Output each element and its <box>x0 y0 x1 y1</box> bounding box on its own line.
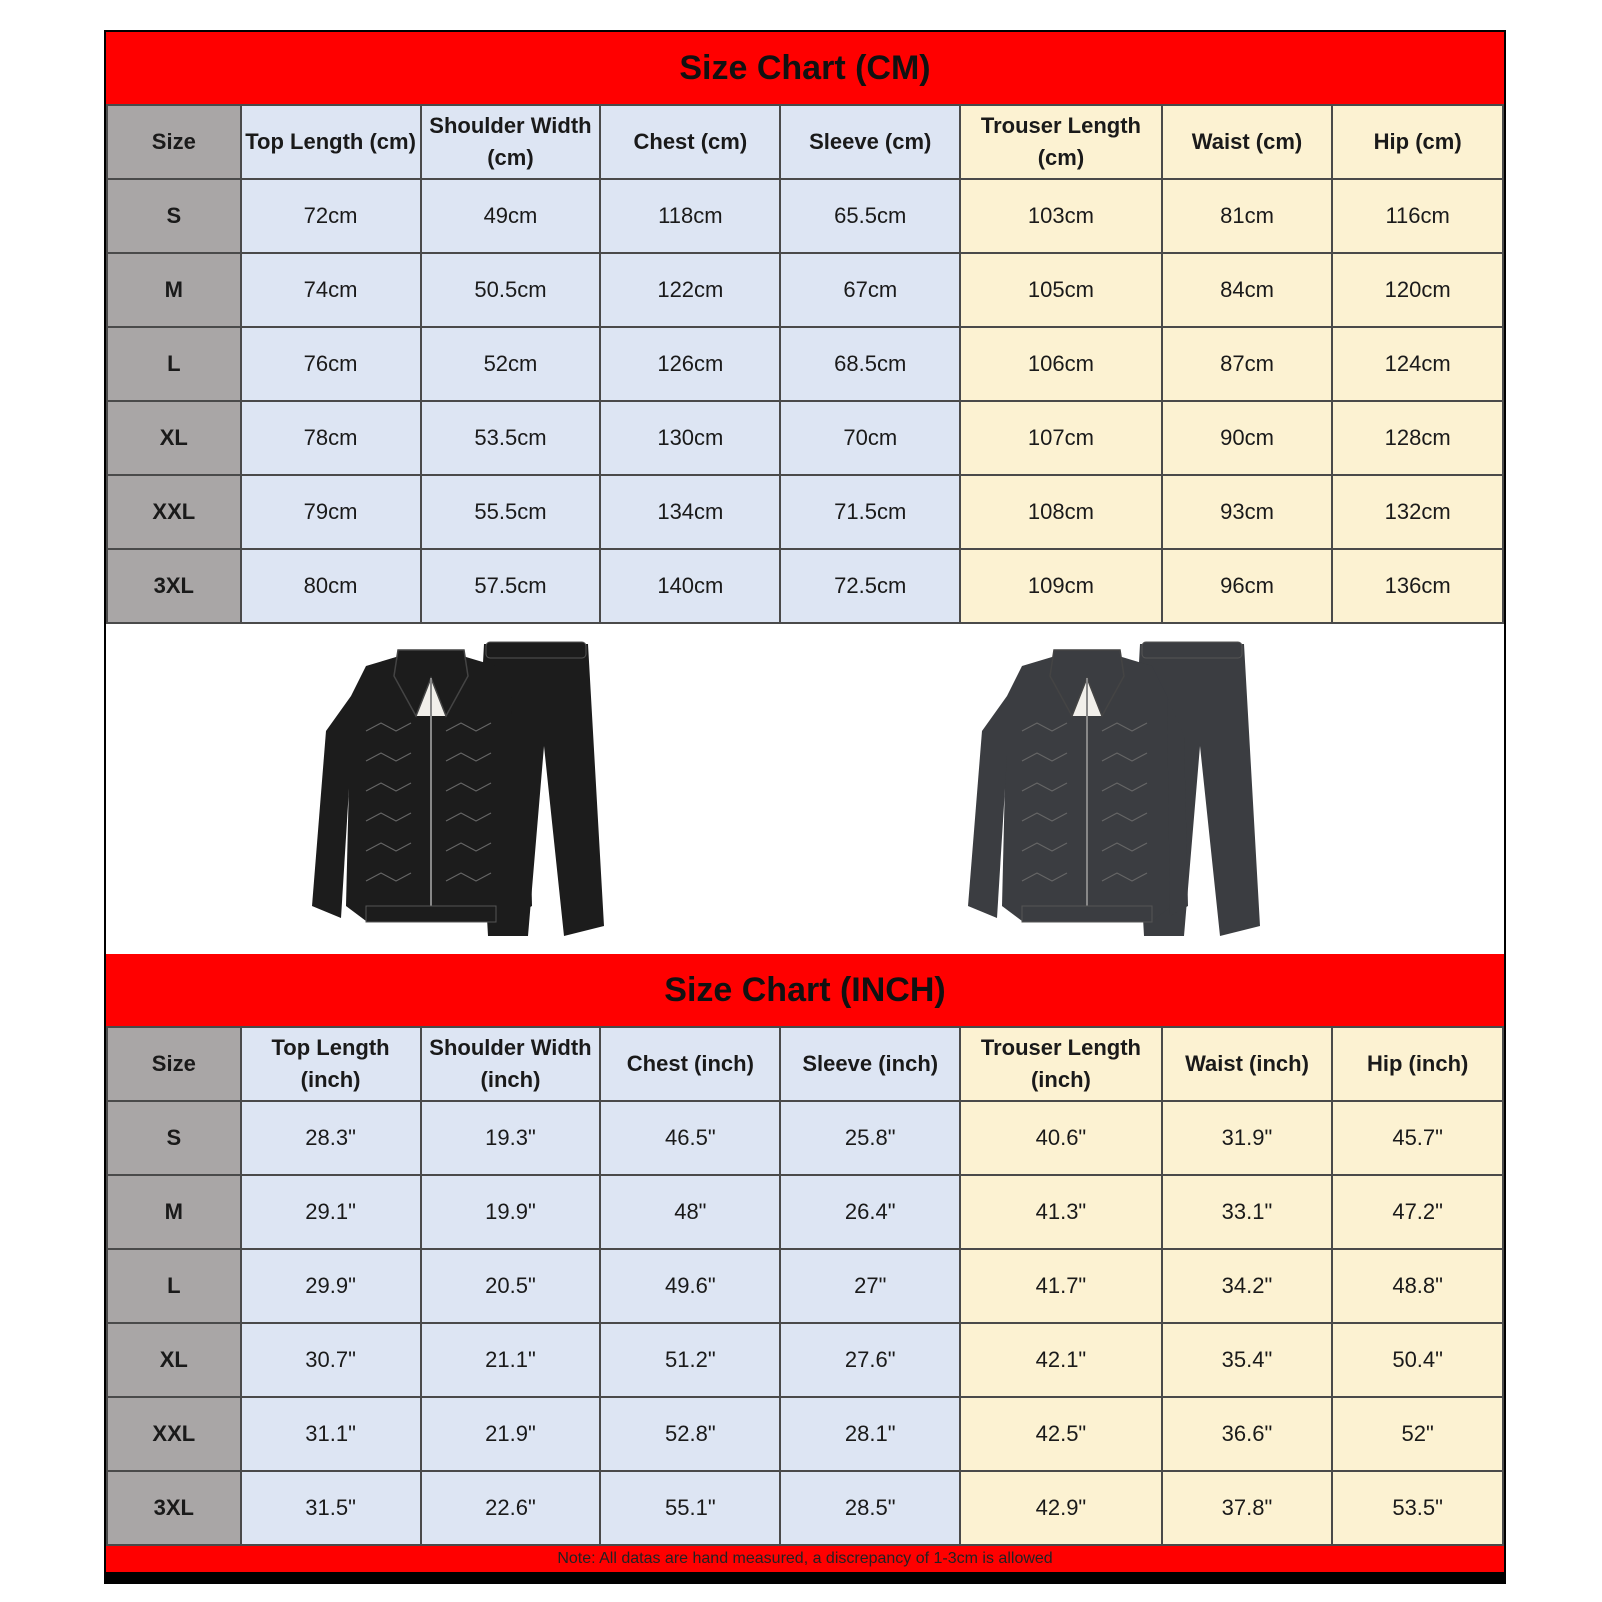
table-row <box>107 475 1503 549</box>
table-cell: 48.8" <box>1332 1249 1503 1323</box>
table-row <box>107 1471 1503 1545</box>
table-cell: 68.5cm <box>780 327 960 401</box>
table-cell: 50.4" <box>1332 1323 1503 1397</box>
column-header: Hip (inch) <box>1332 1027 1503 1101</box>
table-cell: 65.5cm <box>780 179 960 253</box>
table-cell: 49.6" <box>600 1249 780 1323</box>
table-cell: 41.3" <box>960 1175 1161 1249</box>
table-cell: 90cm <box>1162 401 1333 475</box>
table-cell: 55.5cm <box>421 475 601 549</box>
cm-title: Size Chart (CM) <box>106 32 1504 104</box>
column-header: Top Length (cm) <box>241 105 421 179</box>
pants-waistband <box>1142 642 1242 658</box>
table-cell: 35.4" <box>1162 1323 1333 1397</box>
table-cell: 49cm <box>421 179 601 253</box>
jacket-left-sleeve <box>312 696 351 918</box>
table-cell: 37.8" <box>1162 1471 1333 1545</box>
table-cell: 105cm <box>960 253 1161 327</box>
table-cell: 31.1" <box>241 1397 421 1471</box>
header-row <box>107 105 1503 179</box>
size-label: S <box>107 179 241 253</box>
table-row <box>107 1175 1503 1249</box>
column-header: Top Length (inch) <box>241 1027 421 1101</box>
table-cell: 45.7" <box>1332 1101 1503 1175</box>
table-cell: 52" <box>1332 1397 1503 1471</box>
table-cell: 103cm <box>960 179 1161 253</box>
table-cell: 21.9" <box>421 1397 601 1471</box>
table-cell: 107cm <box>960 401 1161 475</box>
column-header: Trouser Length (inch) <box>960 1027 1161 1101</box>
gray-outfit-image <box>962 636 1262 946</box>
table-cell: 19.9" <box>421 1175 601 1249</box>
table-row <box>107 327 1503 401</box>
size-label: XL <box>107 401 241 475</box>
table-row <box>107 1101 1503 1175</box>
size-label: XXL <box>107 475 241 549</box>
table-cell: 31.9" <box>1162 1101 1333 1175</box>
table-cell: 34.2" <box>1162 1249 1333 1323</box>
table-cell: 120cm <box>1332 253 1503 327</box>
table-row <box>107 401 1503 475</box>
table-row <box>107 1249 1503 1323</box>
size-label: XL <box>107 1323 241 1397</box>
column-header: Shoulder Width (cm) <box>421 105 601 179</box>
table-cell: 31.5" <box>241 1471 421 1545</box>
column-header: Chest (inch) <box>600 1027 780 1101</box>
table-cell: 93cm <box>1162 475 1333 549</box>
table-cell: 74cm <box>241 253 421 327</box>
table-cell: 46.5" <box>600 1101 780 1175</box>
cm-size-table <box>106 104 1504 624</box>
table-cell: 33.1" <box>1162 1175 1333 1249</box>
table-cell: 72.5cm <box>780 549 960 623</box>
column-header: Sleeve (inch) <box>780 1027 960 1101</box>
table-cell: 132cm <box>1332 475 1503 549</box>
column-header: Shoulder Width (inch) <box>421 1027 601 1101</box>
table-row <box>107 1397 1503 1471</box>
table-cell: 67cm <box>780 253 960 327</box>
table-cell: 72cm <box>241 179 421 253</box>
table-cell: 76cm <box>241 327 421 401</box>
table-cell: 126cm <box>600 327 780 401</box>
table-cell: 130cm <box>600 401 780 475</box>
table-cell: 134cm <box>600 475 780 549</box>
table-row <box>107 549 1503 623</box>
table-cell: 70cm <box>780 401 960 475</box>
table-cell: 81cm <box>1162 179 1333 253</box>
jacket-hem <box>1022 906 1152 922</box>
table-cell: 36.6" <box>1162 1397 1333 1471</box>
measurement-note: Note: All datas are hand measured, a discrepancy of 1-3cm is allowed <box>106 1546 1504 1572</box>
table-cell: 42.9" <box>960 1471 1161 1545</box>
size-label: M <box>107 253 241 327</box>
table-cell: 28.1" <box>780 1397 960 1471</box>
size-header: Size <box>107 1027 241 1101</box>
table-cell: 47.2" <box>1332 1175 1503 1249</box>
table-cell: 30.7" <box>241 1323 421 1397</box>
black-outfit-image <box>306 636 606 946</box>
table-cell: 140cm <box>600 549 780 623</box>
table-cell: 29.1" <box>241 1175 421 1249</box>
table-cell: 53.5" <box>1332 1471 1503 1545</box>
table-cell: 116cm <box>1332 179 1503 253</box>
table-cell: 51.2" <box>600 1323 780 1397</box>
table-cell: 52.8" <box>600 1397 780 1471</box>
pants-waistband <box>486 642 586 658</box>
table-cell: 108cm <box>960 475 1161 549</box>
table-cell: 27" <box>780 1249 960 1323</box>
table-cell: 52cm <box>421 327 601 401</box>
table-cell: 80cm <box>241 549 421 623</box>
table-cell: 78cm <box>241 401 421 475</box>
jacket-left-sleeve <box>968 696 1007 918</box>
table-cell: 19.3" <box>421 1101 601 1175</box>
table-cell: 109cm <box>960 549 1161 623</box>
product-photos <box>106 624 1504 954</box>
table-cell: 50.5cm <box>421 253 601 327</box>
table-cell: 29.9" <box>241 1249 421 1323</box>
size-label: M <box>107 1175 241 1249</box>
table-cell: 79cm <box>241 475 421 549</box>
inch-size-table <box>106 1026 1504 1546</box>
table-cell: 27.6" <box>780 1323 960 1397</box>
table-cell: 87cm <box>1162 327 1333 401</box>
size-chart <box>104 30 1506 1584</box>
table-cell: 42.5" <box>960 1397 1161 1471</box>
table-cell: 25.8" <box>780 1101 960 1175</box>
table-cell: 118cm <box>600 179 780 253</box>
table-row <box>107 179 1503 253</box>
jacket-hem <box>366 906 496 922</box>
table-cell: 26.4" <box>780 1175 960 1249</box>
column-header: Sleeve (cm) <box>780 105 960 179</box>
table-row <box>107 253 1503 327</box>
size-label: L <box>107 1249 241 1323</box>
table-cell: 84cm <box>1162 253 1333 327</box>
table-cell: 136cm <box>1332 549 1503 623</box>
size-label: XXL <box>107 1397 241 1471</box>
header-row <box>107 1027 1503 1101</box>
column-header: Hip (cm) <box>1332 105 1503 179</box>
table-cell: 41.7" <box>960 1249 1161 1323</box>
table-row <box>107 1323 1503 1397</box>
table-cell: 20.5" <box>421 1249 601 1323</box>
table-cell: 128cm <box>1332 401 1503 475</box>
column-header: Waist (inch) <box>1162 1027 1333 1101</box>
table-cell: 22.6" <box>421 1471 601 1545</box>
column-header: Waist (cm) <box>1162 105 1333 179</box>
column-header: Chest (cm) <box>600 105 780 179</box>
inch-title: Size Chart (INCH) <box>106 954 1504 1026</box>
table-cell: 96cm <box>1162 549 1333 623</box>
size-header: Size <box>107 105 241 179</box>
table-cell: 28.3" <box>241 1101 421 1175</box>
table-cell: 57.5cm <box>421 549 601 623</box>
table-cell: 122cm <box>600 253 780 327</box>
column-header: Trouser Length (cm) <box>960 105 1161 179</box>
table-cell: 71.5cm <box>780 475 960 549</box>
size-label: S <box>107 1101 241 1175</box>
table-cell: 21.1" <box>421 1323 601 1397</box>
table-cell: 48" <box>600 1175 780 1249</box>
table-cell: 42.1" <box>960 1323 1161 1397</box>
table-cell: 53.5cm <box>421 401 601 475</box>
size-label: L <box>107 327 241 401</box>
table-cell: 124cm <box>1332 327 1503 401</box>
table-cell: 55.1" <box>600 1471 780 1545</box>
size-label: 3XL <box>107 1471 241 1545</box>
table-cell: 28.5" <box>780 1471 960 1545</box>
size-label: 3XL <box>107 549 241 623</box>
table-cell: 106cm <box>960 327 1161 401</box>
table-cell: 40.6" <box>960 1101 1161 1175</box>
